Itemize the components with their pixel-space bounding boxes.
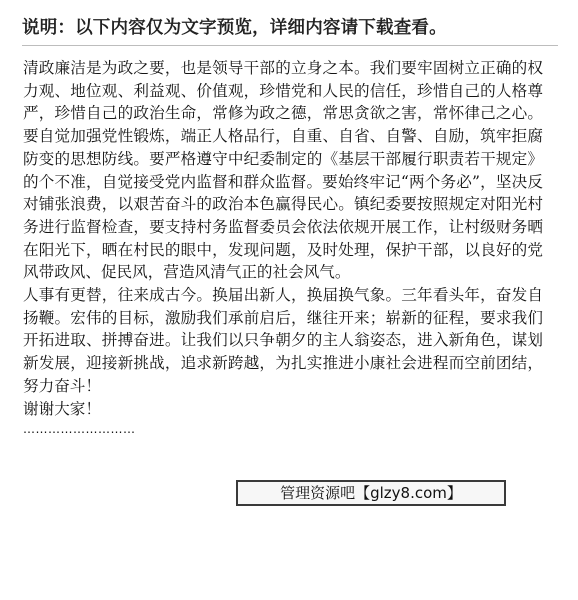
speech-body [23, 57, 543, 438]
closing-thanks: 谢谢大家！ [23, 399, 101, 418]
download-notice: 说明：以下内容仅为文字预览，详细内容请下载查看。 [22, 18, 447, 38]
paragraph-call-to-action: 人事有更替，往来成古今。换届出新人，换届换气象。三年看头年，奋发自扬鞭。宏伟的目标，激励我们承前启后，继往开来；崭新的征程，要求我们开拓进取、拼搏奋进。让我们以只争朝夕的主人翁姿态，进入新角色，谋划新发展，迎接新挑战，追求新跨越，为扎实推进小康社会进程而空前团结，努力奋斗！ [23, 286, 543, 395]
paragraph-integrity: 清政廉洁是为政之要，也是领导干部的立身之本。我们要牢固树立正确的权力观、地位观、利益观、价值观，珍惜党和人民的信任，珍惜自己的人格尊严，珍惜自己的政治生命，常修为政之德，常思贪欲之害，常怀律己之心。要自觉加强党性锻炼，端正人格品行，自重、自省、自警、自励，筑牢拒腐防变的思想防线。要严格遵守中纪委制定的《基层干部履行职责若干规定》的个不准，自觉接受党内监督和群众监督。要始终牢记“两个务必”，坚决反对铺张浪费，以艰苦奋斗的政治本色赢得民心。镇纪委要按照规定对阳光村务进行监督检查，要支持村务监督委员会依法依规开展工作，让村级财务晒在阳光下，晒在村民的眼中，发现问题，及时处理，保护干部，以良好的党风带政风、促民风，营造风清气正的社会风气。 [23, 59, 543, 282]
header-divider [22, 45, 558, 46]
ellipsis-divider: ……………………… [23, 422, 136, 437]
site-watermark: 管理资源吧【glzy8.com】 [236, 480, 506, 506]
